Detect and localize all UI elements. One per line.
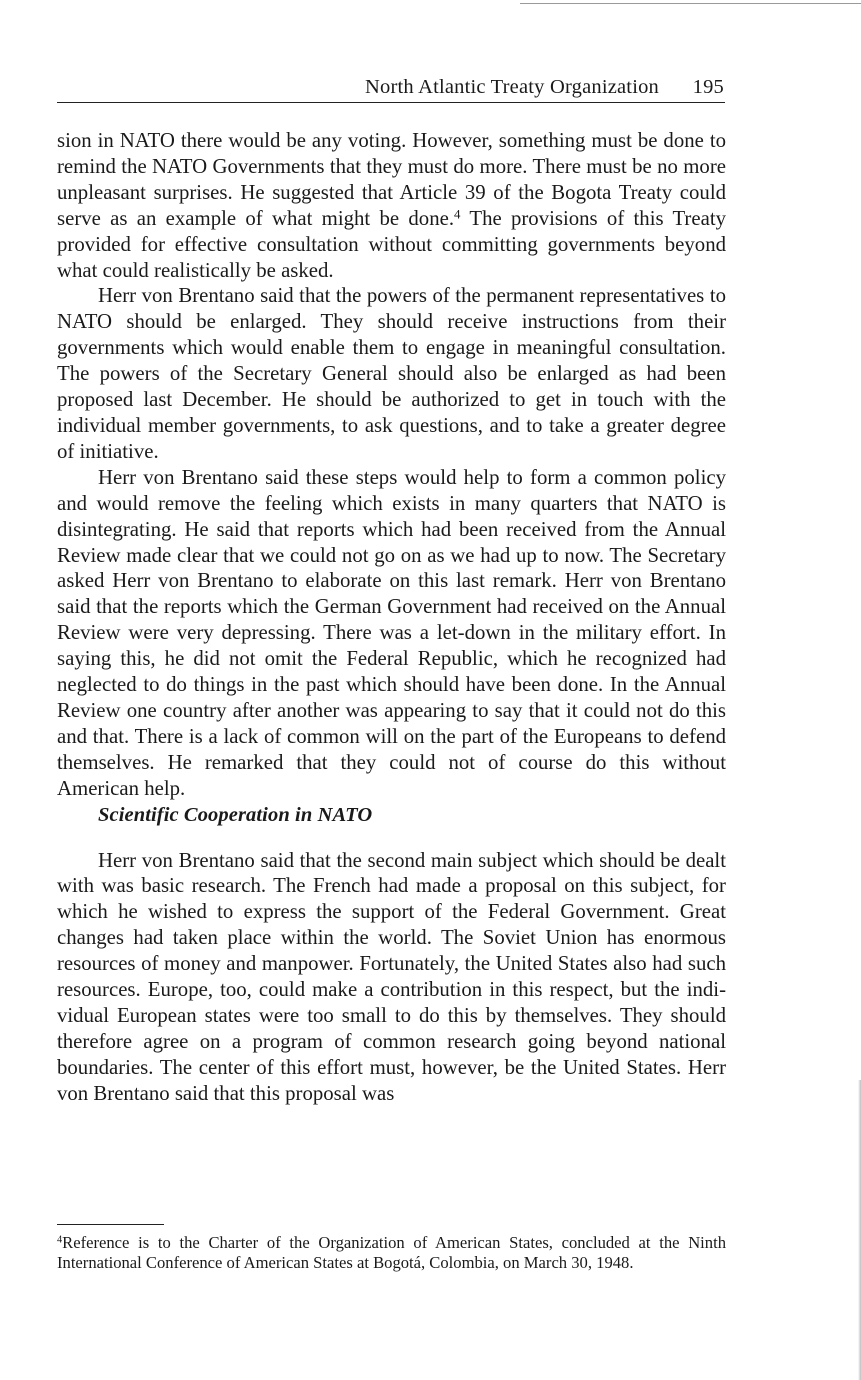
footnote-marker: 4 [57, 1234, 63, 1246]
footnote-text: Reference is to the Charter of the Organization of American States, concluded at the Ninth International Conference of American States at Bogotá, Colombia, on March 30, 1948. [57, 1233, 726, 1272]
footnote-reference: 4 [454, 207, 461, 222]
paragraph-brentano-powers: Herr von Brentano said that the powers of the permanent representatives to NATO should be enlarged. They should receive instructions from their governments which would enable them to engage in meaningful consultation. The powers of the Secretary General should also be enlarged as had been proposed last December. He should be authorized to get in touch with the individual member governments, to ask questions, and to take a greater degree of initiative. [57, 284, 726, 463]
heading-spacer [57, 828, 726, 848]
page-number: 195 [692, 76, 724, 98]
running-head [57, 74, 725, 103]
paragraph-text: The provisions of this Treaty provided for effective consultation without committing governments beyond what could realistically be asked. [57, 206, 726, 282]
paragraph-continued [57, 128, 726, 283]
paragraph-brentano-policy: Herr von Brentano said these steps would help to form a common policy and would remove the feeling which exists in many quarters that NATO is disintegrating. He said that reports which had been received from the Annual Review made clear that we could not go on as we had up to now. The Secretary asked Herr von Brentano to elaborate on this last remark. Herr von Brentano said that the reports which the German Government had received on the Annual Review were very depressing. There was a let-down in the military effort. In saying this, he did not omit the Federal Republic, which he recognized had neglected to do things in the past which should have been done. In the Annual Review one country after another was appearing to say that it could not do this and that. There is a lack of common will on the part of the Europeans to defend themselves. He remarked that they could not of course do this without American help. [57, 465, 726, 800]
paragraph-text: sion in NATO there would be any voting. However, something must be done to remind the NATO Governments that they must do more. There must be no more unpleasant surprises. He suggested that Article 39 of the Bogota Treaty could serve as an example of what might be done. [57, 129, 726, 230]
paragraph-basic-research: Herr von Brentano said that the second main subject which should be dealt with was basic research. The French had made a proposal on this subject, for which he wished to express the support of the Federal Government. Great changes had taken place within the world. The Soviet Union has enormous resources of money and manpower. Fortunately, the United States also had such resources. Europe, too, could make a contribution in this respect, but the individual European states were too small to do this by themselves. They should therefore agree on a program of common research going beyond national boundaries. The center of this effort must, however, be the United States. Herr von Brentano said that this proposal was [57, 848, 726, 1105]
main-text [57, 128, 726, 1107]
footnote [57, 1233, 726, 1272]
footnote-rule [57, 1224, 164, 1225]
running-head-title: North Atlantic Treaty Organization [365, 76, 659, 98]
scan-edge-line [520, 3, 861, 4]
section-heading: Scientific Cooperation in NATO [98, 803, 373, 826]
